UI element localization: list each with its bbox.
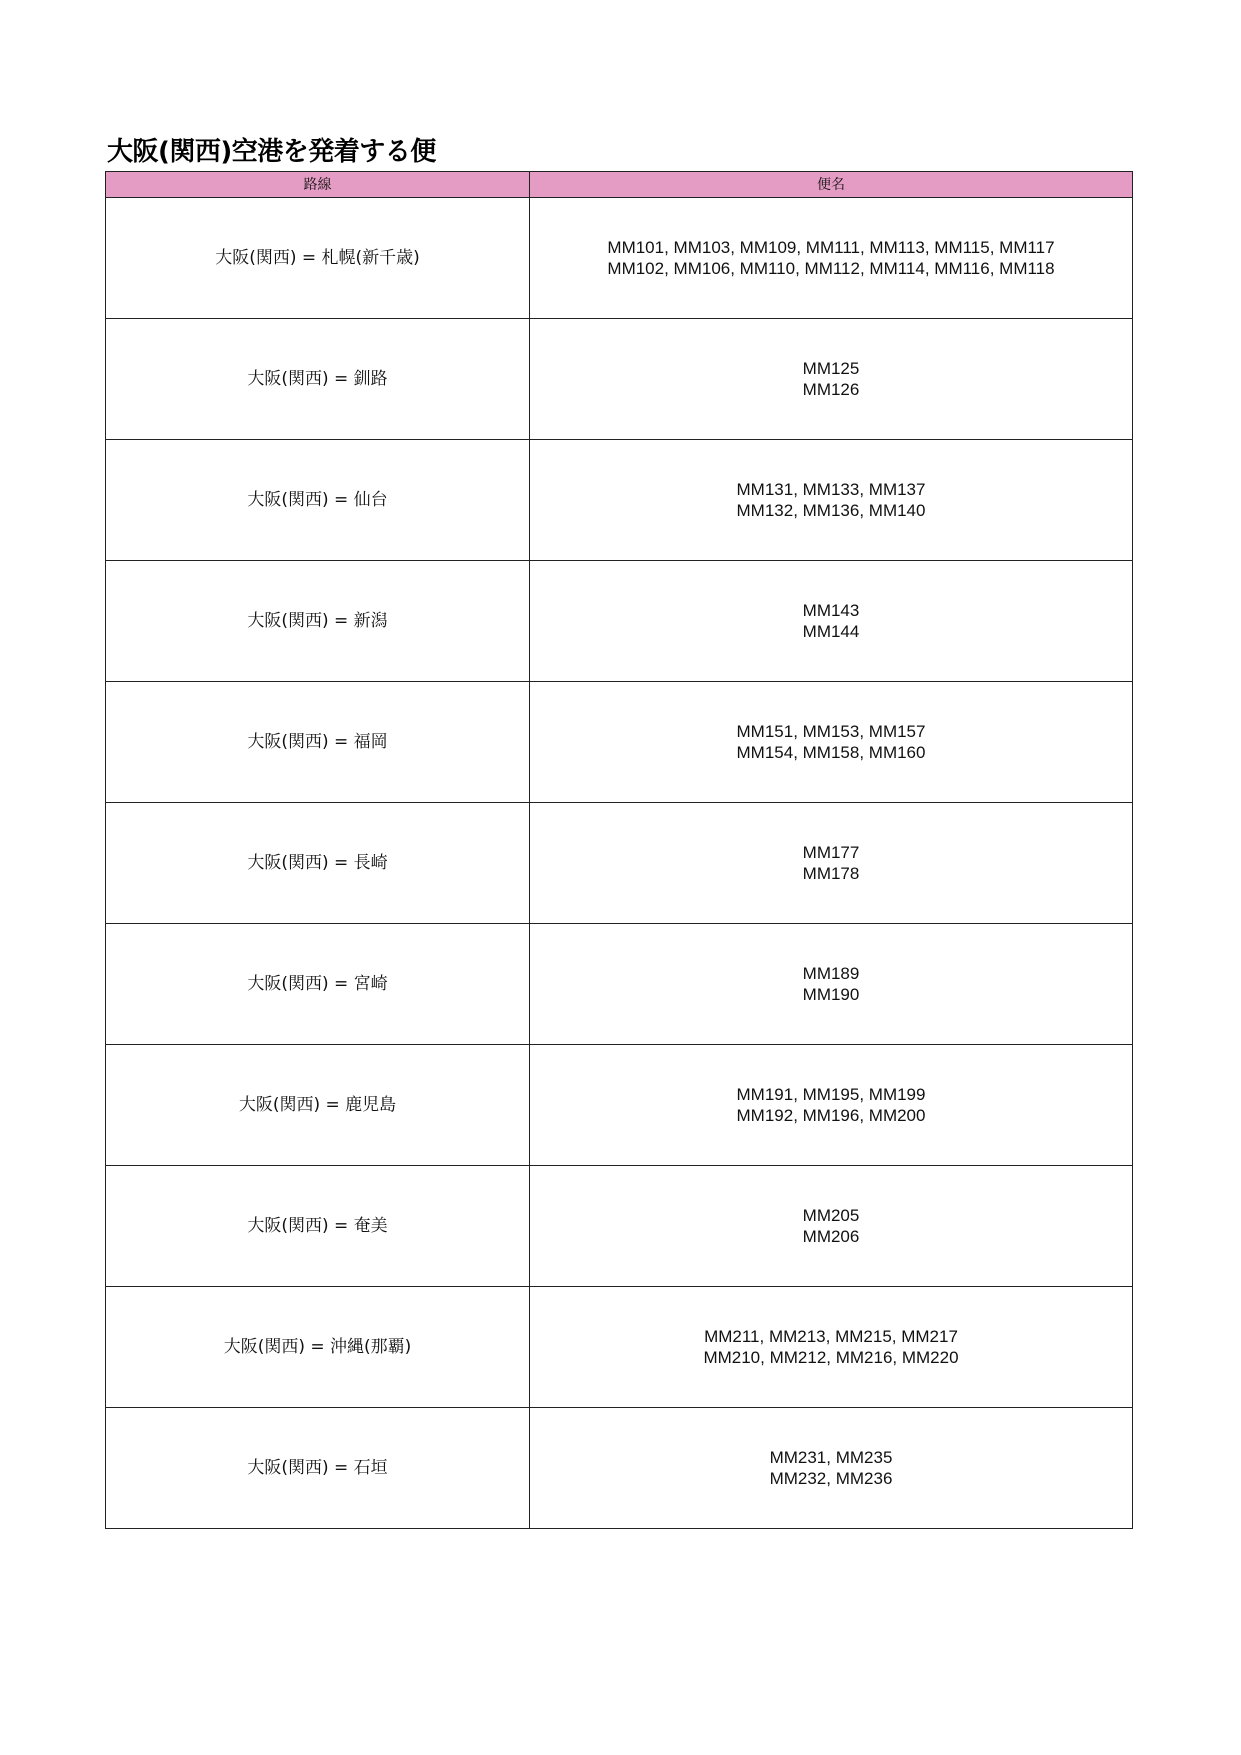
table-row <box>106 1287 1133 1408</box>
outbound-flights: MM151, MM153, MM157 <box>736 722 926 741</box>
flights-cell <box>530 1287 1133 1408</box>
route-cell: 大阪(関西) = 仙台 <box>106 440 530 561</box>
inbound-flights: MM144 <box>802 622 860 641</box>
table-row <box>106 1166 1133 1287</box>
table-row <box>106 1045 1133 1166</box>
route-cell: 大阪(関西) = 沖縄(那覇) <box>106 1287 530 1408</box>
table-row <box>106 682 1133 803</box>
outbound-flights: MM101, MM103, MM109, MM111, MM113, MM115, MM117 <box>607 238 1055 257</box>
flights-cell <box>530 319 1133 440</box>
flights-cell <box>530 682 1133 803</box>
table-row <box>106 924 1133 1045</box>
route-cell: 大阪(関西) = 釧路 <box>106 319 530 440</box>
inbound-flights: MM190 <box>802 985 860 1004</box>
outbound-flights: MM231, MM235 <box>769 1448 893 1467</box>
flights-cell <box>530 198 1133 319</box>
flights-cell <box>530 803 1133 924</box>
route-cell: 大阪(関西) = 福岡 <box>106 682 530 803</box>
inbound-flights: MM126 <box>802 380 860 399</box>
route-cell: 大阪(関西) = 新潟 <box>106 561 530 682</box>
flights-cell <box>530 1045 1133 1166</box>
route-cell: 大阪(関西) = 奄美 <box>106 1166 530 1287</box>
route-cell: 大阪(関西) = 鹿児島 <box>106 1045 530 1166</box>
table-row <box>106 561 1133 682</box>
outbound-flights: MM125 <box>802 359 860 378</box>
route-cell: 大阪(関西) = 札幌(新千歳) <box>106 198 530 319</box>
route-cell: 大阪(関西) = 石垣 <box>106 1408 530 1529</box>
table-row <box>106 440 1133 561</box>
flights-cell <box>530 1166 1133 1287</box>
outbound-flights: MM205 <box>802 1206 860 1225</box>
inbound-flights: MM192, MM196, MM200 <box>736 1106 926 1125</box>
table-header <box>106 172 1133 198</box>
route-cell: 大阪(関西) = 長崎 <box>106 803 530 924</box>
flights-cell <box>530 561 1133 682</box>
page-title: 大阪(関西)空港を発着する便 <box>107 137 436 167</box>
flights-column-header: 便名 <box>530 172 1133 198</box>
flights-cell <box>530 440 1133 561</box>
header-row <box>106 172 1133 198</box>
route-cell: 大阪(関西) = 宮崎 <box>106 924 530 1045</box>
inbound-flights: MM178 <box>802 864 860 883</box>
table-row <box>106 803 1133 924</box>
inbound-flights: MM154, MM158, MM160 <box>736 743 926 762</box>
inbound-flights: MM102, MM106, MM110, MM112, MM114, MM116, MM118 <box>607 259 1055 278</box>
flight-table <box>105 171 1133 1529</box>
inbound-flights: MM210, MM212, MM216, MM220 <box>703 1348 959 1367</box>
inbound-flights: MM232, MM236 <box>769 1469 893 1488</box>
outbound-flights: MM143 <box>802 601 860 620</box>
outbound-flights: MM189 <box>802 964 860 983</box>
table-row <box>106 198 1133 319</box>
outbound-flights: MM211, MM213, MM215, MM217 <box>704 1327 958 1346</box>
table-row <box>106 319 1133 440</box>
flights-cell <box>530 1408 1133 1529</box>
flights-cell <box>530 924 1133 1045</box>
table-row <box>106 1408 1133 1529</box>
route-column-header: 路線 <box>106 172 530 198</box>
table-body <box>106 198 1133 1529</box>
outbound-flights: MM191, MM195, MM199 <box>736 1085 926 1104</box>
inbound-flights: MM206 <box>802 1227 860 1246</box>
outbound-flights: MM177 <box>802 843 860 862</box>
inbound-flights: MM132, MM136, MM140 <box>736 501 926 520</box>
outbound-flights: MM131, MM133, MM137 <box>736 480 926 499</box>
